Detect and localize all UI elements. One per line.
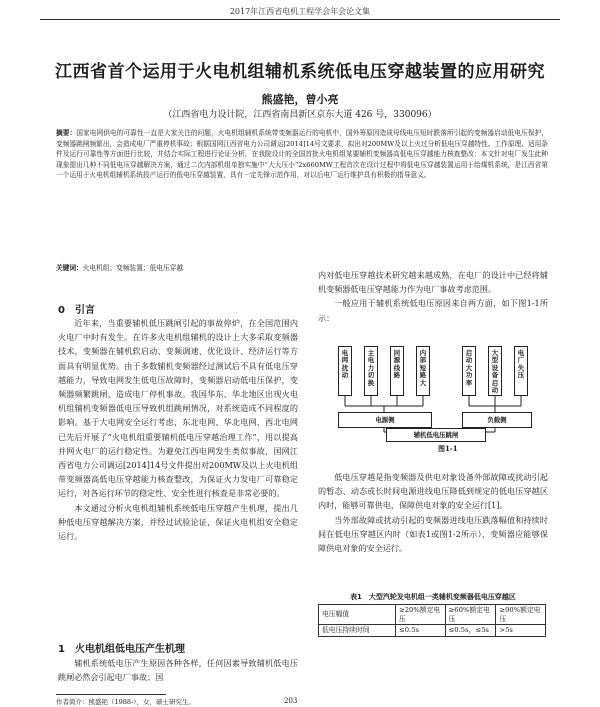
abstract-text: 国家电网供电的可靠性一直是大家关注的问题，火电机组辅机系统带变频器运行的电机中，国外筹原因造成母线电压短时跌落所引起的变频器启动低电压保护，变频器跳闸频繁出，会造成电厂严重停机事故；根据国网江西省电力公司调运[2014]14号文要求，拟出对200MW及以上火过分析低电压穿越特性、工作原理、适用条件及运行可靠性等方面进行比较，并结合实际工程进行论证分析，在我院设计的全国首批火电机组某要辅机变频器高低电压穿越能力核查整改：本文针对电厂发生此种现象提出几种不同低电压穿越解决方案，通过二次内部机组单独实施中“大大压小”2x660MW工程首次在设计过程中将低电压穿越装置运用于给煤机系统，是江西省第一个运用于火电机组辅机系统投产运行的低电压穿越装置，具有一定先锋示范作用，对以后电厂运行维护具有积极的指导意义。 xyxy=(56,129,549,180)
keywords-label: 关键词： xyxy=(56,264,83,272)
table-cell: ≥90%额定电压 xyxy=(496,605,546,625)
right-paragraph-2: 低电压穿越是指变频器及供电对象设备外部故障或扰动引起的暂态、动态或长时间电源进线电压降低到规定的低电压穿越区内时，能够可靠供电，保障供电对象的安全运行[1]。 xyxy=(318,472,548,511)
intro-body xyxy=(58,316,298,543)
table-cell: ≤0.5s，≤5s xyxy=(445,625,496,637)
footnote: 作者简介：熊盛艳（1988-），女，硕士研究生。 xyxy=(56,698,195,706)
paper-authors: 熊盛艳，曾小亮 xyxy=(261,93,339,106)
paper-title: 江西省首个运用于火电机组辅机系统低电压穿越装置的应用研究 xyxy=(55,62,545,82)
intro-paragraph-1: 近年来，当重要辅机低压跳闸引起的事故停炉，在全国范围内火电厂中时有发生。在许多火电机组辅机的设计上大多采取变频器技术，变频器在辅机软启动、变频调速、优化设计、经济运行等方面具有明显优势。由于多数辅机变频器经过测试后不具有低电压穿越能力，导致电网发生低电压故障时，变频器启动低电压保护，变频器频繁跳闸，造成电厂停机事故。我国华东、华北地区出现火电机组辅机变频器低电压导致机组跳闸情况，对系统造成不同程度的影响。基于大电网安全运行考虑，东北电网、华北电网、西北电网已先后开展了“火电机组重要辅机低电压穿越治理工作”，用以提高并网火电厂的运行稳定性。为避免江西电网发生类似事故，国网江西省电力公司调运[2014]14号文件提出对200MW及以上火电机组带变频器高低电压穿越能力核查整改，为保证火力发电厂可靠稳定运行，对各运行环节的稳定性、安全性进行核查是非常必要的。 xyxy=(58,318,298,499)
right-paragraph-1: 一般应用于辅机系统低电压原因来自两方面，如下图1-1所示： xyxy=(318,298,548,323)
figure-box-plant-voltage-loss: 电厂失压 xyxy=(514,346,528,396)
table-row xyxy=(319,625,546,637)
section1-body xyxy=(58,656,298,684)
figure-box-load-side: 负载侧 xyxy=(462,412,532,428)
abstract-label: 摘要： xyxy=(56,129,77,137)
table-cell: ≥60%额定电压 xyxy=(445,605,496,625)
figure-box-large-motor-start: 启动大功率 xyxy=(462,346,476,396)
table-row xyxy=(319,605,546,625)
table-cell: 低电压持续时间 xyxy=(319,625,396,637)
table-1 xyxy=(318,604,546,637)
table-cell: 电压幅值 xyxy=(319,605,396,625)
figure-box-source-side: 电源侧 xyxy=(338,412,432,428)
paper-affiliation: （江西省电力设计院，江西省南昌新区京东大道 426 号，330096） xyxy=(163,110,437,120)
header-rule xyxy=(40,19,560,20)
page-number: 203 xyxy=(284,697,298,705)
intro-paragraph-2: 本文通过分析火电机组辅机系统低电压穿越产生机理，提出几种低电压穿越解决方案，并经过试验论证，保证火电机组安全稳定运行。 xyxy=(58,502,298,542)
figure-box-large-equipment-start: 大型设备启动 xyxy=(488,346,502,396)
figure-box-grid-disturbance: 电网扰动 xyxy=(338,346,352,396)
figure-box-main-power-switch: 主电力切换 xyxy=(364,346,378,396)
table-cell: ≤0.5s xyxy=(396,625,446,637)
section1-paragraph-1: 辅机系统低电压产生原因各种各样，任何因素导致辅机低电压跳闸必然会引起电厂事故；国 xyxy=(58,658,298,683)
table-cell: >5s xyxy=(496,625,546,637)
keywords-text: 火电机组；变频装置；低电压穿越 xyxy=(82,264,184,272)
right-column-top xyxy=(318,268,548,325)
figure-caption: 图1-1 xyxy=(438,444,458,453)
section1-heading: 1 火电机组低电压产生机理 xyxy=(58,644,185,655)
right-paragraph-0: 内对低电压穿越技术研究越来越成熟，在电厂的设计中已经将辅机变频器低电压穿越能力作为电厂事故考虑范围。 xyxy=(318,270,548,295)
running-header: 2017年江西省电机工程学会年会论文集 xyxy=(229,7,371,16)
table-caption: 表1 大型汽轮发电机组一类辅机变频器低电压穿越区 xyxy=(350,593,516,601)
footnote-rule xyxy=(56,694,166,695)
figure-box-auxiliary-trip: 辅机低电压跳闸 xyxy=(386,428,486,442)
intro-heading: 0 引言 xyxy=(58,305,95,316)
figure-box-same-source-line: 同源线路 xyxy=(390,346,404,396)
abstract xyxy=(56,128,548,181)
figure-box-internal-short: 内部短路大 xyxy=(416,346,430,396)
table-cell: ≥20%额定电压 xyxy=(396,605,446,625)
right-paragraph-3: 当外部故障或扰动引起的变频器进线电压跌落幅值和持续时间在低电压穿越区内时（如表1或图1-2所示），变频器应能够保障供电对象的安全运行。 xyxy=(318,514,548,554)
right-column-bottom xyxy=(318,470,548,555)
